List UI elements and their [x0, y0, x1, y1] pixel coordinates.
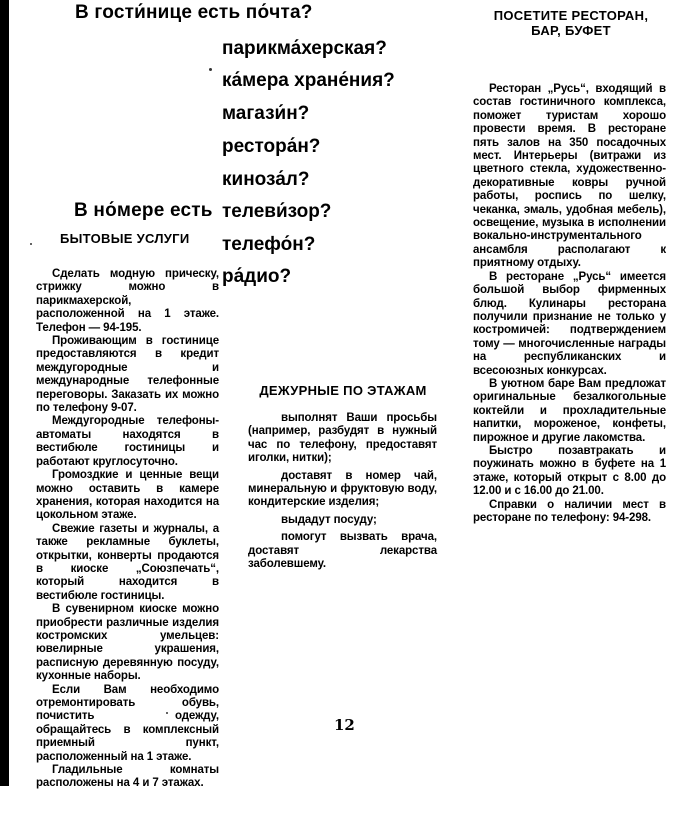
question-item-radio: ра́дио?: [222, 266, 292, 287]
question-item-hairdresser: парикма́херская?: [222, 38, 387, 59]
services-paragraph: Свежие газеты и журналы, а также рекламные буклеты, открытки, конверты продаются в киоске „Союзпечать“, который находится в вестибюле гостиницы.: [36, 522, 219, 602]
floor-attendants-column: [248, 412, 437, 575]
services-paragraph: Громоздкие и ценные вещи можно оставить в камере хранения, которая находится на цокольном этаже.: [36, 469, 219, 522]
services-paragraph: Если Вам необходимо отремонтировать обувь, почистить одежду, обращайтесь в комплексный приемный пункт, расположенный на 1 этаже.: [36, 683, 219, 763]
scan-speck: [209, 68, 212, 71]
question-item-luggage-room: ка́мера хране́ния?: [222, 70, 395, 91]
question-item-cinema: киноза́л?: [222, 169, 310, 190]
question-item-tv: телеви́зор?: [222, 201, 332, 222]
services-paragraph: Сделать модную прическу, стрижку можно в парикмахерской, расположенной на 1 этаже. Телефон — 94-195.: [36, 268, 219, 334]
floor-attendants-paragraph: выдадут посуду;: [281, 513, 377, 526]
services-paragraph: Гладильные комнаты расположены на 4 и 7 этажах.: [36, 764, 219, 790]
restaurant-paragraph: В уютном баре Вам предложат оригинальные безалкогольные коктейли и прохладительные напитки, мороженое, конфеты, пирожное и другие лакомства.: [473, 377, 666, 444]
restaurant-paragraph: Справки о наличии мест в ресторане по телефону: 94-298.: [473, 498, 666, 524]
question-item-restaurant: рестора́н?: [222, 136, 321, 157]
question-item-shop: магази́н?: [222, 103, 310, 124]
question-room-heading: В но́мере есть: [74, 200, 213, 221]
restaurant-paragraph: В ресторане „Русь“ имеется большой выбор фирменных блюд. Кулинары ресторана получили признание не только у костромичей: подтверждением тому — многочисленные награды на республиканских и всесоюзных конкурсах.: [473, 270, 666, 377]
question-hotel-heading: В гости́нице есть по́чта?: [75, 2, 313, 23]
floor-attendants-paragraph: выполнят Ваши просьбы (например, разбудят в нужный час по телефону, предоставят иголки, нитки);: [248, 412, 437, 465]
page-number: 12: [334, 716, 355, 734]
restaurant-heading: [473, 8, 669, 38]
restaurant-heading-line1: ПОСЕТИТЕ РЕСТОРАН,: [493, 8, 649, 23]
restaurant-column: [473, 83, 666, 525]
restaurant-paragraph: Ресторан „Русь“, входящий в состав гостиничного комплекса, поможет туристам хорошо провести время. В ресторане пять залов на 350 посадочных мест. Интерьеры (витражи из цветного стекла, художественно-декоративные ковры ручной работы, роспись по шелку, чеканка, эмаль, удобная мебель), освещение, музыка в исполнении вокально-инструментального ансамбля располагают к приятному отдыху.: [473, 83, 666, 270]
floor-attendants-paragraph: помогут вызвать врача, доставят лекарства заболевшему.: [248, 531, 437, 571]
scan-gutter-bar: [0, 0, 9, 786]
services-paragraph: В сувенирном киоске можно приобрести различные изделия костромских умельцев: ювелирные украшения, расписную деревянную посуду, кухонные наборы.: [36, 603, 219, 683]
floor-attendants-heading: ДЕЖУРНЫЕ ПО ЭТАЖАМ: [259, 383, 427, 398]
services-paragraph: Проживающим в гостинице предоставляются в кредит междугородные и международные телефонные переговоры. Заказать их можно по телефону 9-07.: [36, 335, 219, 415]
services-heading: БЫТОВЫЕ УСЛУГИ: [60, 231, 190, 246]
restaurant-heading-line2: БАР, БУФЕТ: [531, 23, 611, 38]
services-column: [36, 268, 219, 791]
floor-attendants-paragraph: доставят в номер чай, минеральную и фруктовую воду, кондитерские изделия;: [248, 469, 437, 509]
scan-speck: [30, 243, 32, 245]
restaurant-paragraph: Быстро позавтракать и поужинать можно в буфете на 1 этаже, который открыт с 8.00 до 12.00 и с 16.00 до 21.00.: [473, 444, 666, 498]
services-paragraph: Междугородные телефоны-автоматы находятся в вестибюле гостиницы и работают круглосуточно.: [36, 415, 219, 468]
question-item-phone: телефо́н?: [222, 234, 316, 255]
